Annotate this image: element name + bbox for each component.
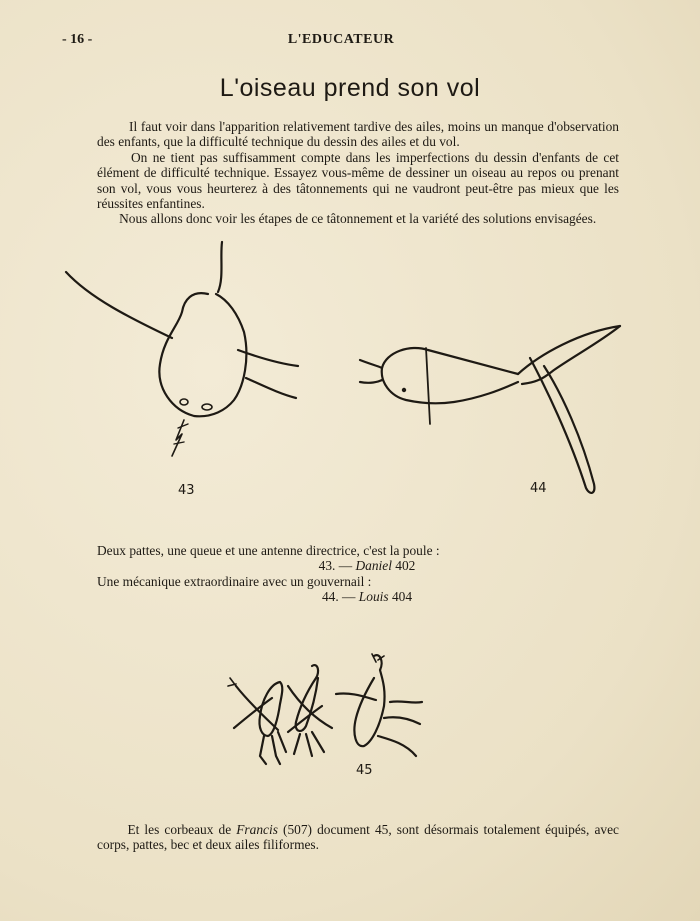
closing-text-end: (507) document 45, sont désormais totalement équipés, avec corps, pattes, bec et deux ailes filiformes. [97, 822, 619, 853]
article-title: L'oiseau prend son vol [219, 74, 481, 102]
intro-paragraph-3-text: Nous allons donc voir les étapes de ce tâtonnement et la variété des solutions envisagées. [119, 211, 597, 227]
caption-44-text: Une mécanique extraordinaire avec un gouvernail : [97, 574, 372, 589]
caption-43-doc-ref: 402 [395, 558, 416, 573]
closing-paragraph-text [97, 822, 619, 853]
drawing-45-crows [222, 648, 442, 788]
caption-44 [97, 574, 617, 604]
caption-43-ref [97, 558, 617, 573]
journal-name: L'EDUCATEUR [287, 32, 395, 47]
closing-author: Francis [236, 822, 278, 837]
page-number: - 16 - [62, 32, 93, 47]
figure-number-43: 43 [178, 483, 195, 498]
caption-43-number: 43. — [318, 558, 353, 573]
figure-number-45: 45 [356, 763, 373, 778]
caption-43 [97, 543, 617, 573]
figure-number-44: 44 [530, 481, 547, 496]
caption-44-author: Louis [358, 589, 389, 604]
caption-43-author: Daniel [355, 558, 392, 573]
running-head [62, 32, 620, 52]
intro-paragraph-1: Il faut voir dans l'apparition relativement tardive des ailes, moins un manque d'observation des enfants, que la difficulté technique du dessin des ailes et du vol. [97, 119, 619, 150]
drawing-43-hen [60, 238, 320, 503]
closing-text-start: Et les corbeaux de [127, 822, 232, 837]
intro-paragraph-2-text: On ne tient pas suffisamment compte dans les imperfections du dessin d'enfants de cet élément de difficulté technique. Essayez vous-même de dessiner un oiseau au repos ou prenant son vol, vous vous heurterez à des tâtonnements qui ne vaudront peut-être pas mieux que les réussites enfantines. [97, 149, 620, 212]
caption-44-ref [97, 589, 617, 604]
caption-44-doc-ref: 404 [391, 589, 413, 604]
closing-paragraph [97, 822, 619, 853]
caption-43-text: Deux pattes, une queue et une antenne directrice, c'est la poule : [97, 543, 440, 558]
drawing-44-mechanical-bird [350, 318, 640, 498]
intro-paragraph-2 [97, 150, 619, 212]
intro-text [97, 119, 619, 227]
intro-paragraph-3 [97, 211, 619, 226]
caption-44-number: 44. — [321, 589, 356, 604]
